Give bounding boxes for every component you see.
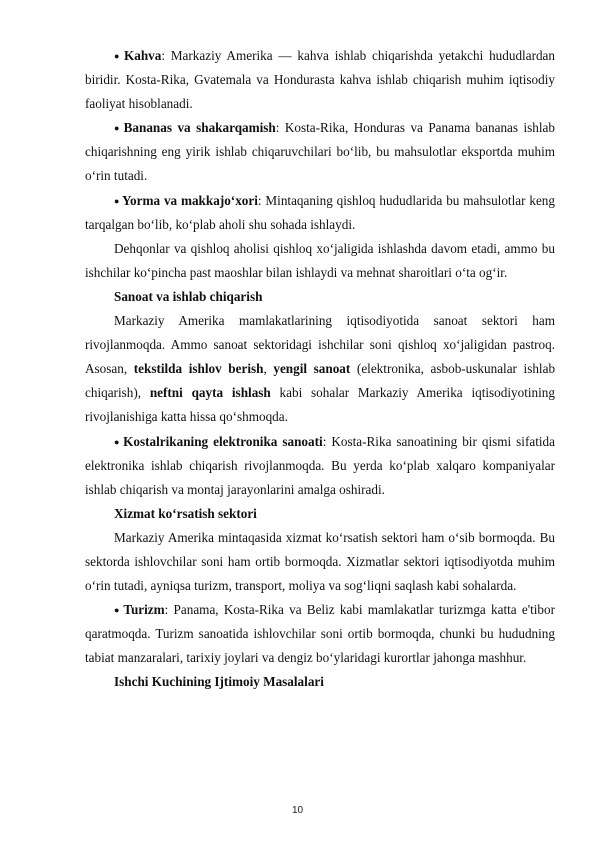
- bullet-dot: ●: [114, 123, 122, 134]
- bullet-bananas: [85, 116, 555, 188]
- bullet-yorma: [85, 189, 555, 237]
- paragraph-text: Markaziy Amerika mamlakatlarining iqtisodiyotida sanoat sektori ham rivojlanmoqda. Ammo sanoat sektoridagi ishchilar soni qishloq xo‘jaligidan pastroq. Asosan,: [85, 313, 555, 377]
- paragraph-text: (elektronika, asbob-uskunalar ishlab chiqarish),: [85, 361, 556, 401]
- bullet-dot: ●: [114, 51, 122, 61]
- bullet-text: : Kosta-Rika sanoatining bir qismi sifatida elektronika ishlab chiqarish rivojlanmoqda. Bu yerda ko‘plab xalqaro kompaniyalar ishlab chiqarish va montaj jarayonlarini amalga oshiradi.: [85, 433, 555, 497]
- bullet-kahva: [85, 44, 555, 116]
- bullet-term: Kahva: [123, 48, 162, 63]
- bullet-text: : Kosta-Rika, Honduras va Panama bananas ishlab chiqarishning eng yirik ishlab chiqaruvchilari bo‘lib, bu mahsulotlar eksportda muhim o‘rin tutadi.: [85, 120, 555, 184]
- page-number: 10: [291, 805, 304, 816]
- bullet-text: : Mintaqaning qishloq hududlarida bu mahsulotlar keng tarqalgan bo‘lib, ko‘plab aholi shu sohada ishlaydi.: [85, 192, 555, 232]
- paragraph-xizmat: Markaziy Amerika mintaqasida xizmat ko‘rsatish sektori ham o‘sib bormoqda. Bu sektorda ishlovchilar soni ham ortib bormoqda. Xizmatlar sektori iqtisodiyotda muhim o‘rin tutadi, ayniqsa turizm, transport, moliya va sog‘liqni saqlash kabi sohalarda.: [85, 529, 555, 594]
- bullet-dot: ●: [114, 436, 122, 447]
- document-page: [85, 44, 555, 695]
- bold-term: neftni qayta ishlash: [149, 385, 271, 401]
- heading-ijtimoiy: Ishchi Kuchining Ijtimoiy Masalalari: [114, 674, 324, 690]
- heading-xizmat: Xizmat ko‘rsatish sektori: [114, 505, 257, 521]
- bullet-text: : Markaziy Amerika — kahva ishlab chiqarishda yetakchi hududlardan biridir. Kosta-Rika, Gvatemala va Hondurasta kahva ishlab chiqarish muhim iqtisodiy faoliyat hisoblanadi.: [85, 48, 556, 112]
- bullet-dot: ●: [114, 195, 120, 206]
- paragraph-text: kabi sohalar Markaziy Amerika iqtisodiyotining rivojlanishiga katta hissa qo‘shmoqda.: [85, 385, 555, 425]
- paragraph-text: ,: [263, 361, 267, 377]
- bold-term: yengil sanoat: [273, 361, 351, 377]
- bullet-kostalrika: [85, 430, 555, 502]
- bullet-term: Turizm: [123, 602, 165, 618]
- bullet-term: Kostalrikaning elektronika sanoati: [123, 433, 323, 449]
- bullet-text: : Panama, Kosta-Rika va Beliz kabi mamlakatlar turizmga katta e'tibor qaratmoqda. Turizm sanoatida ishlovchilar soni ortib bormoqda, chunki bu hududning tabiat manzaralari, tarixiy joylari va dengiz bo‘ylaridagi kurortlar jahonga mashhur.: [85, 602, 556, 666]
- bullet-term: Yorma va makkajo‘xori: [122, 192, 258, 208]
- bullet-term: Bananas va shakarqamish: [123, 120, 276, 136]
- paragraph-qishloq: Dehqonlar va qishloq aholisi qishloq xo‘jaligida ishlashda davom etadi, ammo bu ishchilar ko‘pincha past maoshlar bilan ishlaydi va mehnat sharoitlari o‘ta og‘ir.: [85, 240, 555, 280]
- bullet-dot: ●: [114, 605, 122, 616]
- paragraph-sanoat: [85, 309, 555, 429]
- bullet-turizm: [85, 598, 555, 670]
- heading-sanoat: Sanoat va ishlab chiqarish: [114, 288, 263, 304]
- bold-term: tekstilda ishlov berish: [133, 361, 264, 377]
